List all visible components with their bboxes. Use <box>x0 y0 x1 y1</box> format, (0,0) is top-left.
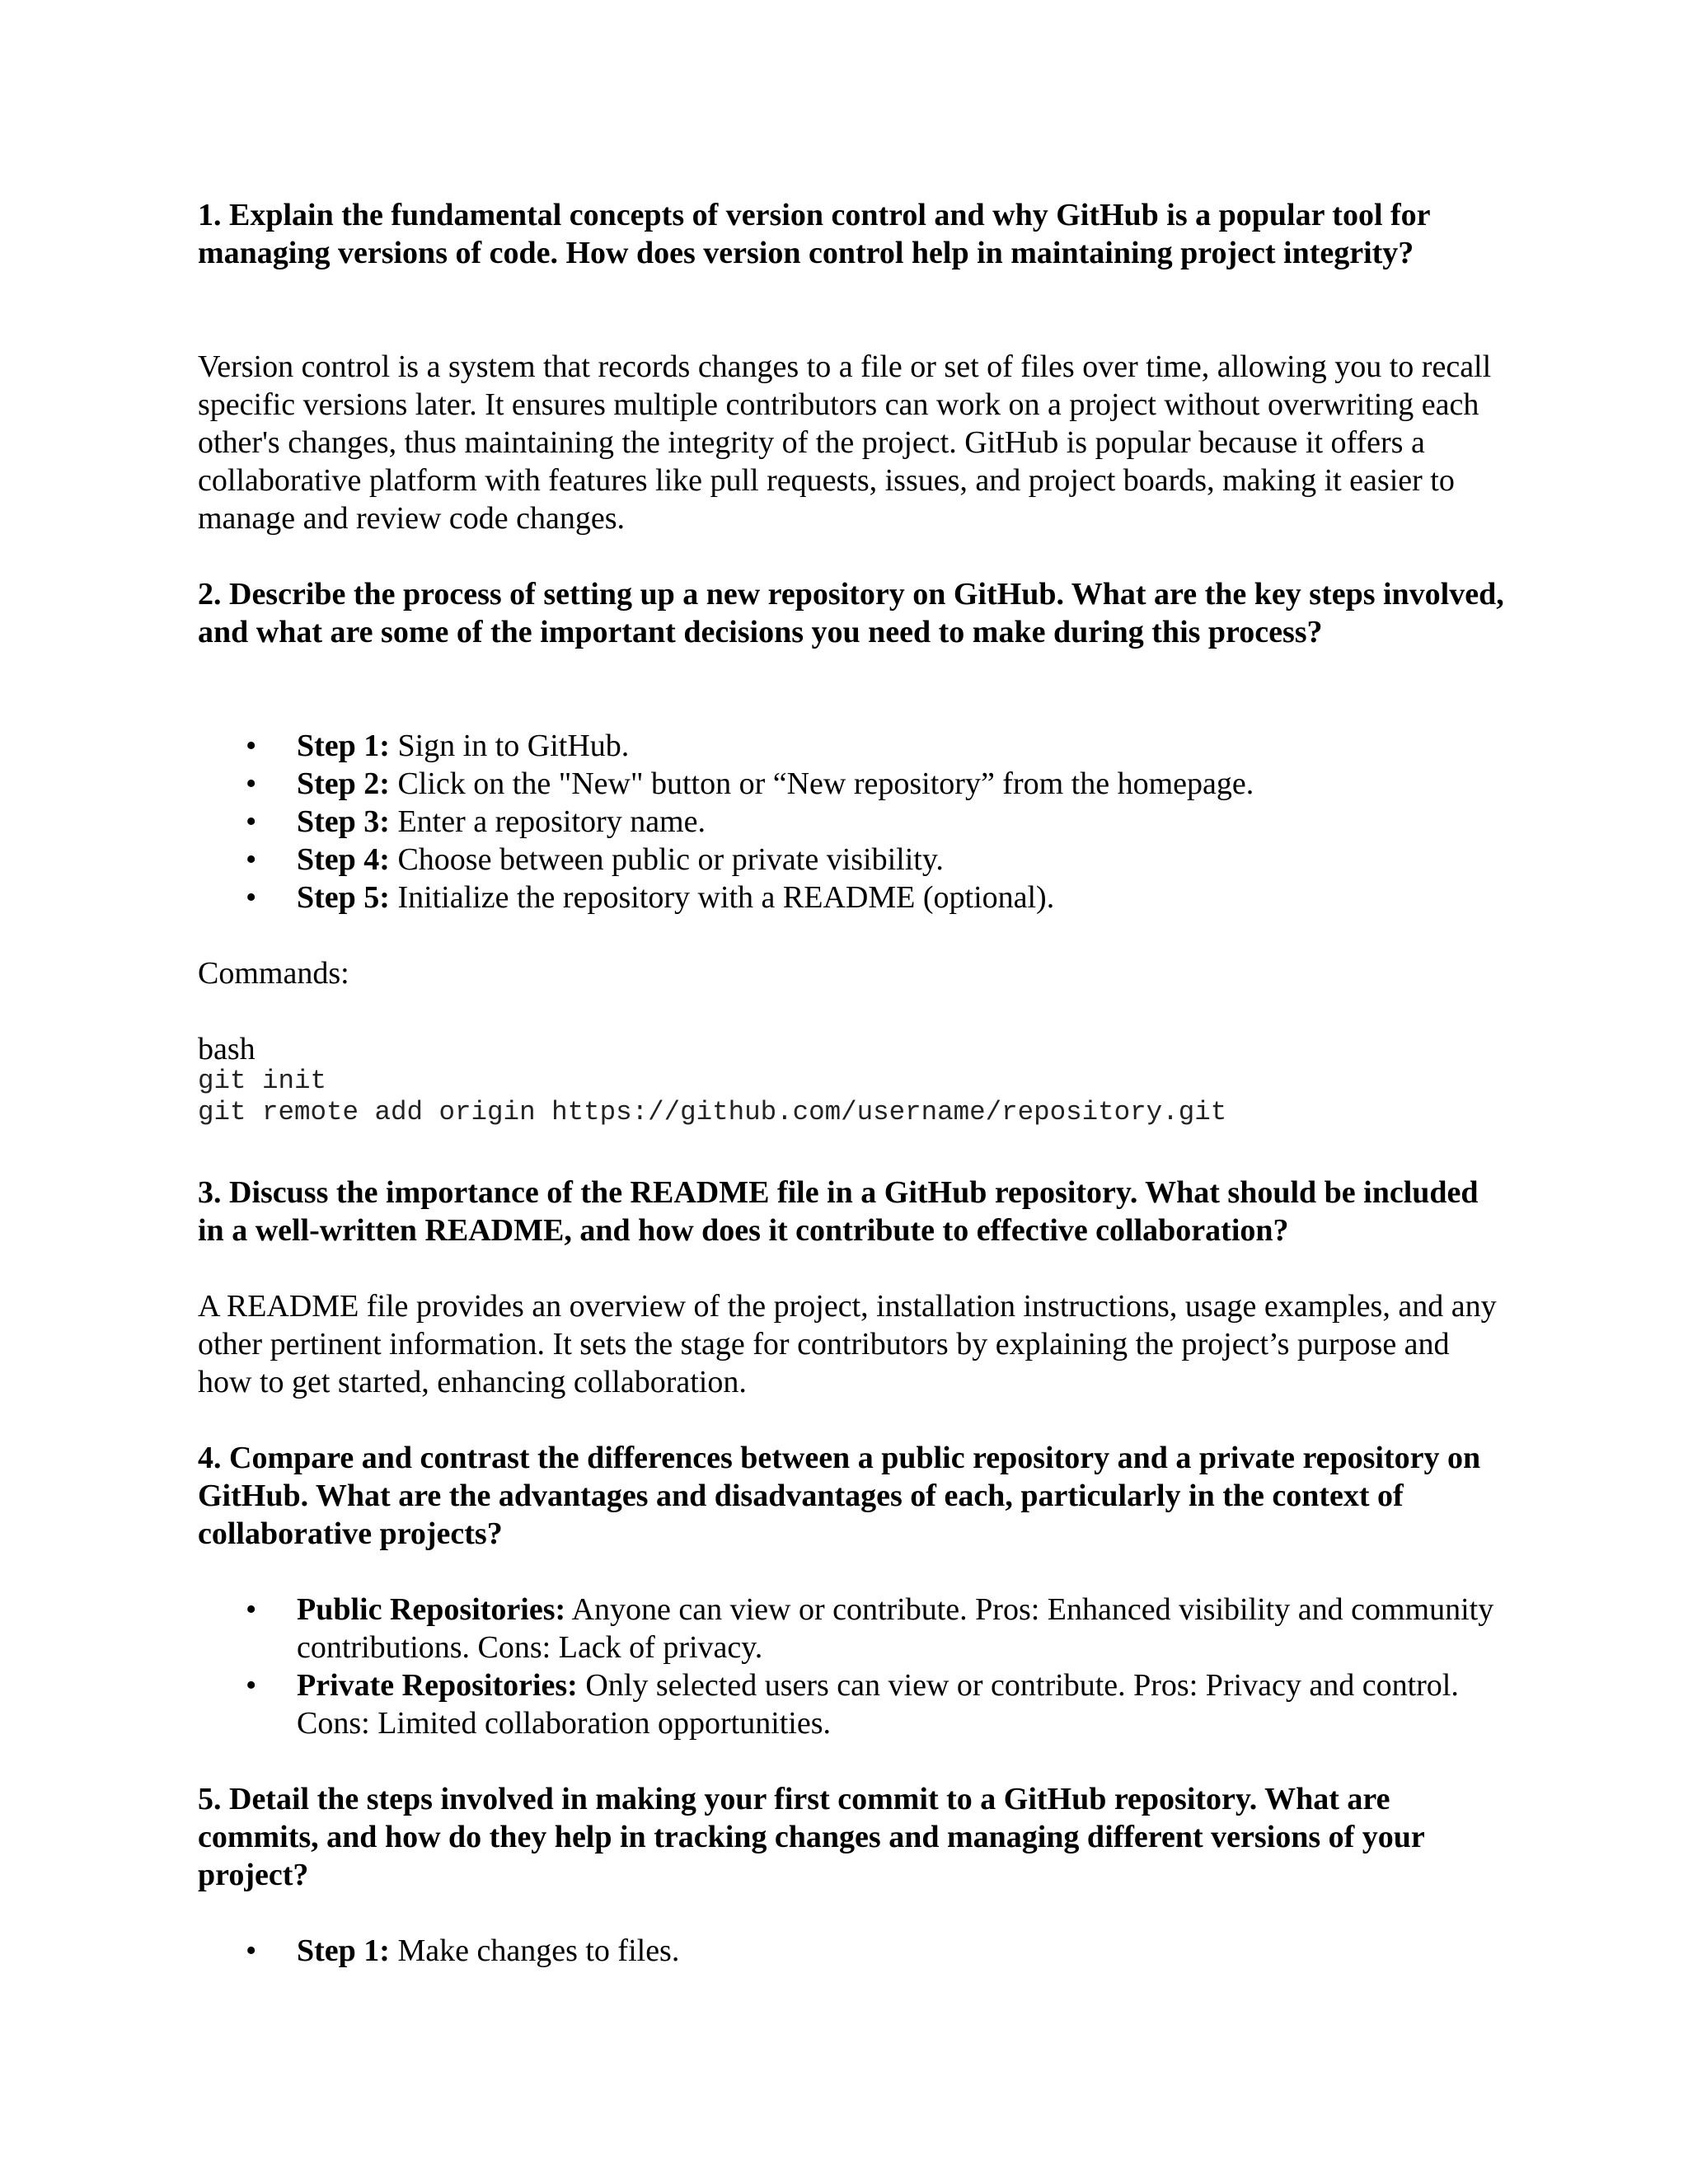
step-label: Step 1: <box>297 729 390 763</box>
step-label: Step 5: <box>297 880 390 915</box>
list-item <box>198 765 1508 803</box>
code-line: git init <box>198 1066 327 1096</box>
list-item <box>198 1591 1508 1666</box>
item-label: Private Repositories: <box>297 1668 578 1703</box>
list-item <box>198 841 1508 879</box>
question-1-heading: 1. Explain the fundamental concepts of version control and why GitHub is a popular tool for managing versions of code. How does version control help in maintaining project integrity? <box>198 198 1430 270</box>
step-label: Step 1: <box>297 1933 390 1968</box>
step-label: Step 4: <box>297 842 390 877</box>
step-text: Click on the "New" button or “New repository” from the homepage. <box>389 766 1254 801</box>
step-text: Sign in to GitHub. <box>389 729 630 763</box>
question-2-steps-list <box>198 727 1508 916</box>
question-4-items-list <box>198 1591 1508 1742</box>
bullet-icon: • <box>246 729 257 763</box>
code-line: git remote add origin https://github.com/username/repository.git <box>198 1097 1227 1127</box>
step-label: Step 3: <box>297 804 390 839</box>
list-item <box>198 1932 1508 1970</box>
question-5-steps-list <box>198 1932 1508 1970</box>
step-text: Initialize the repository with a README (optional). <box>389 880 1055 915</box>
step-text: Enter a repository name. <box>389 804 706 839</box>
step-label: Step 2: <box>297 766 390 801</box>
list-item <box>198 1666 1508 1742</box>
code-language-label: bash <box>198 1032 256 1066</box>
commands-label: Commands: <box>198 956 349 991</box>
list-item <box>198 727 1508 765</box>
step-text: Choose between public or private visibility. <box>389 842 944 877</box>
list-item <box>198 803 1508 841</box>
bullet-icon: • <box>246 880 257 915</box>
step-text: Make changes to files. <box>389 1933 680 1968</box>
bullet-icon: • <box>246 842 257 877</box>
list-item <box>198 879 1508 916</box>
bullet-icon: • <box>246 804 257 839</box>
bullet-icon: • <box>246 766 257 801</box>
answer-3-paragraph: A README file provides an overview of the project, installation instructions, usage examples, and any other pertinent information. It sets the stage for contributors by explaining the project’s purpose and how to get started, enhancing collaboration. <box>198 1289 1497 1399</box>
item-label: Public Repositories: <box>297 1592 566 1627</box>
bullet-icon: • <box>246 1592 257 1627</box>
question-5-heading: 5. Detail the steps involved in making your first commit to a GitHub repository. What are commits, and how do they help in tracking changes and managing different versions of your project? <box>198 1782 1425 1892</box>
answer-1-paragraph: Version control is a system that records changes to a file or set of files over time, allowing you to recall specific versions later. It ensures multiple contributors can work on a project without overwriting each other's changes, thus maintaining the integrity of the project. GitHub is popular because it offers a collaborative platform with features like pull requests, issues, and project boards, making it easier to manage and review code changes. <box>198 349 1492 536</box>
question-2-heading: 2. Describe the process of setting up a new repository on GitHub. What are the key steps involved, and what are some of the important decisions you need to make during this process? <box>198 577 1504 649</box>
question-4-heading: 4. Compare and contrast the differences between a public repository and a private repository on GitHub. What are the advantages and disadvantages of each, particularly in the context of collaborative projects? <box>198 1441 1481 1551</box>
item-text: Only selected users can view or contribute. Pros: Privacy and control. Cons: Limited collaboration opportunities. <box>297 1668 1459 1741</box>
bullet-icon: • <box>246 1933 257 1968</box>
item-text: Anyone can view or contribute. Pros: Enhanced visibility and community contributions. Cons: Lack of privacy. <box>297 1592 1494 1665</box>
question-3-heading: 3. Discuss the importance of the README file in a GitHub repository. What should be included in a well-written README, and how does it contribute to effective collaboration? <box>198 1175 1479 1248</box>
bullet-icon: • <box>246 1668 257 1703</box>
